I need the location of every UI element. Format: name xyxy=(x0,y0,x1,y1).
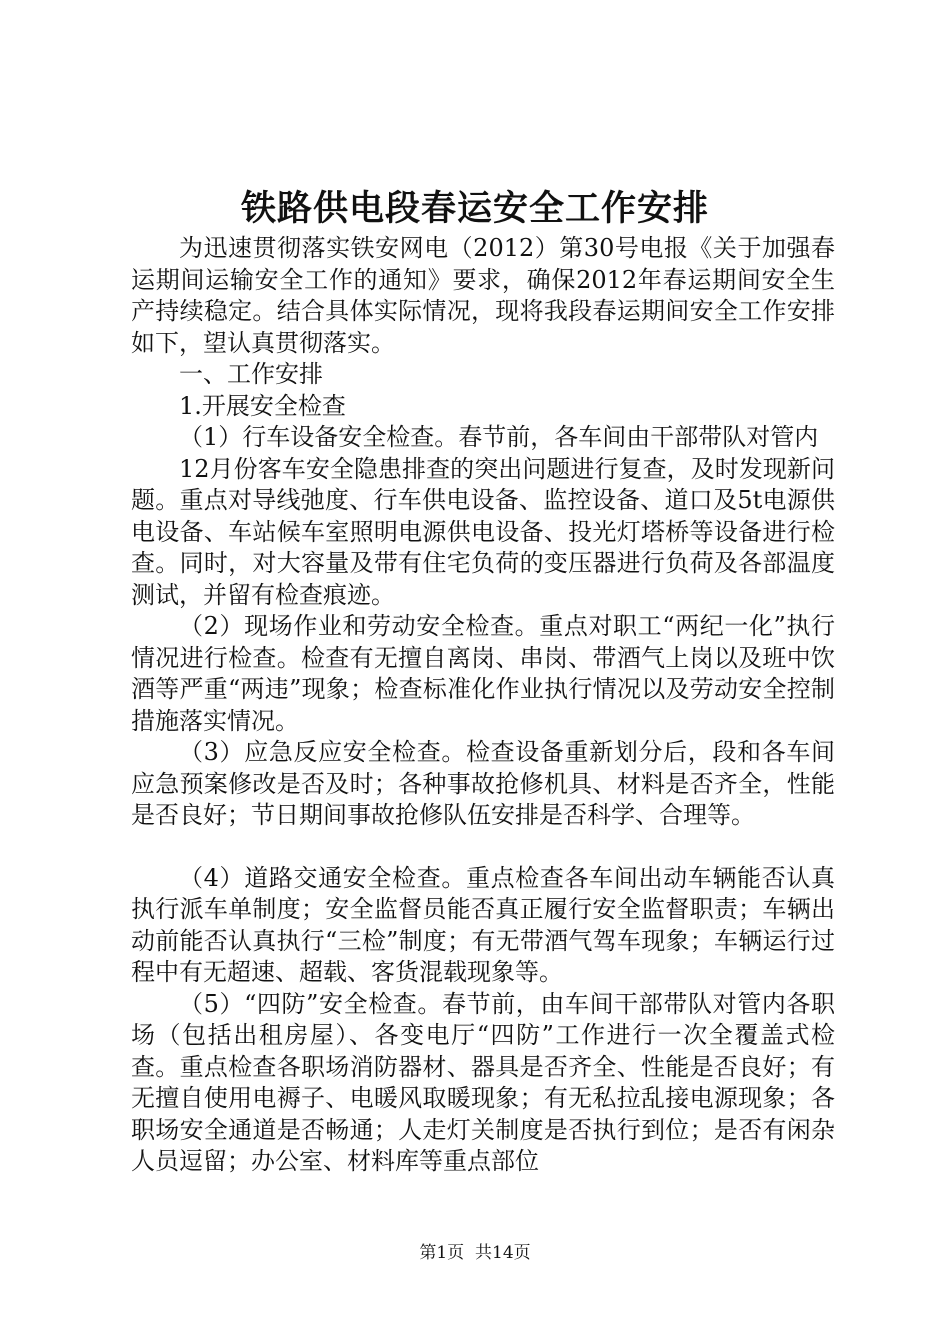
paragraph-item-5: （5）“四防”安全检查。春节前，由车间干部带队对管内各职场（包括出租房屋）、各变电厅“四防”工作进行一次全覆盖式检查。重点检查各职场消防器材、器具是否齐全、性能是否良好；有无擅自使用电褥子、电暖风取暖现象；有无私拉乱接电源现象；各职场安全通道是否畅通；人走灯关制度是否执行到位；是否有闲杂人员逗留；办公室、材料库等重点部位 xyxy=(131,989,835,1175)
subsection-heading: 1.开展安全检查 xyxy=(179,391,346,420)
section-heading: 一、工作安排 xyxy=(179,360,323,388)
paragraph-item-3: （3）应急反应安全检查。检查设备重新划分后，段和各车间应急预案修改是否及时；各种事故抢修机具、材料是否齐全，性能是否良好；节日期间事故抢修队伍安排是否科学、合理等。 xyxy=(131,738,835,829)
document-body xyxy=(131,233,835,1178)
paragraph-item-4: （4）道路交通安全检查。重点检查各车间出动车辆能否认真执行派车单制度；安全监督员能否真正履行安全监督职责；车辆出动前能否认真执行“三检”制度；有无带酒气驾车现象；车辆运行过程中有无超速、超载、客货混载现象等。 xyxy=(131,863,835,986)
paragraph-item-1-lead: （1）行车设备安全检查。春节前，各车间由干部带队对管内 xyxy=(179,423,819,451)
paragraph-item-2: （2）现场作业和劳动安全检查。重点对职工“两纪一化”执行情况进行检查。检查有无擅自离岗、串岗、带酒气上岗以及班中饮酒等严重“两违”现象；检查标准化作业执行情况以及劳动安全控制措施落实情况。 xyxy=(131,612,835,735)
document-title: 铁路供电段春运安全工作安排 xyxy=(240,188,709,229)
page-number: 第1页 xyxy=(419,1243,465,1263)
paragraph-intro: 为迅速贯彻落实铁安网电（2012）第30号电报《关于加强春运期间运输安全工作的通知》要求，确保2012年春运期间安全生产持续稳定。结合具体实际情况，现将我段春运期间安全工作安排如下，望认真贯彻落实。 xyxy=(131,234,835,357)
page-footer xyxy=(0,1242,950,1264)
paragraph-item-1-body: 12月份客车安全隐患排查的突出问题进行复查，及时发现新问题。重点对导线弛度、行车供电设备、监控设备、道口及5t电源供电设备、车站候车室照明电源供电设备、投光灯塔桥等设备进行检查。同时，对大容量及带有住宅负荷的变压器进行负荷及各部温度测试，并留有检查痕迹。 xyxy=(131,454,835,609)
page-total: 共14页 xyxy=(475,1243,531,1263)
